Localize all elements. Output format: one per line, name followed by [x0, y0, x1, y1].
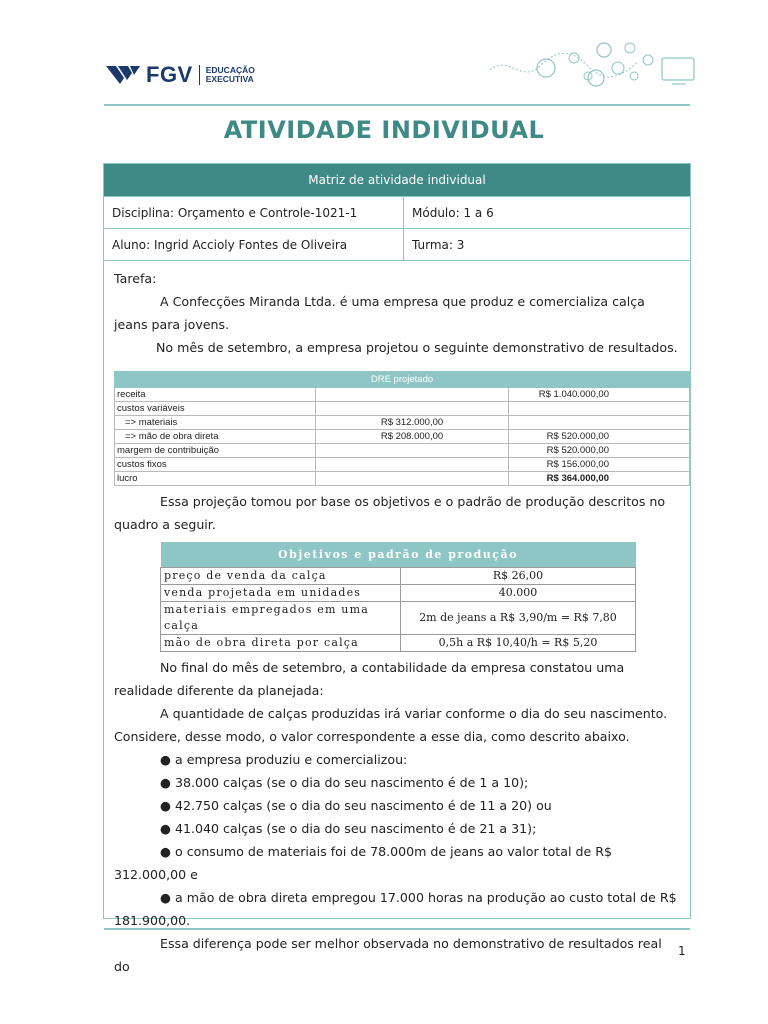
- aluno-cell: Aluno: Ingrid Accioly Fontes de Oliveira: [104, 229, 404, 260]
- table-row: [161, 602, 636, 635]
- objective-label: materiais empregados em uma calça: [161, 602, 401, 635]
- task-content: [104, 260, 690, 978]
- objective-value: R$ 26,00: [401, 568, 636, 585]
- header-divider: [104, 104, 690, 106]
- dre-label: custos fixos: [115, 458, 316, 472]
- page-title: ATIVIDADE INDIVIDUAL: [223, 116, 545, 144]
- dre-mid: R$ 208.000,00: [316, 430, 509, 444]
- dre-value: R$ 520.000,00: [509, 430, 690, 444]
- dre-mid: [316, 458, 509, 472]
- dre-value: R$ 1.040.000,00: [509, 388, 690, 402]
- logo-sub-line2: EXECUTIVA: [205, 74, 254, 84]
- paragraph-reality: No final do mês de setembro, a contabilidade da empresa constatou uma realidade diferente da planejada:: [114, 660, 625, 698]
- list-item: ● a empresa produziu e comercializou:: [160, 752, 408, 767]
- dre-label: lucro: [115, 472, 316, 486]
- dre-mid: R$ 312.000,00: [316, 416, 509, 430]
- dre-value: R$ 364.000,00: [509, 472, 690, 486]
- table-row: [115, 416, 690, 430]
- objective-label: mão de obra direta por calça: [161, 635, 401, 652]
- dre-mid: [316, 472, 509, 486]
- objective-label: preço de venda da calça: [161, 568, 401, 585]
- table-row: [161, 568, 636, 585]
- table-row: [115, 444, 690, 458]
- dre-value: R$ 520.000,00: [509, 444, 690, 458]
- matrix-header: Matriz de atividade individual: [104, 164, 690, 196]
- dre-label: receita: [115, 388, 316, 402]
- dre-value: [509, 402, 690, 416]
- paragraph-basis: Essa projeção tomou por base os objetivos e o padrão de produção descritos no quadro a seguir.: [114, 494, 666, 532]
- matrix-row-disciplina: [104, 196, 690, 228]
- fgv-mark-icon: [106, 64, 142, 86]
- logo-subtitle: [206, 66, 255, 84]
- dre-value: R$ 156.000,00: [509, 458, 690, 472]
- dre-title: DRE projetado: [115, 372, 690, 388]
- dre-mid: [316, 388, 509, 402]
- turma-cell: Turma: 3: [412, 237, 465, 252]
- dre-mid: [316, 402, 509, 416]
- objective-value: 0,5h a R$ 10,40/h = R$ 5,20: [401, 635, 636, 652]
- technology-decoration-icon: [488, 36, 698, 92]
- logo-separator: [199, 65, 200, 85]
- list-item: ● 38.000 calças (se o dia do seu nascimento é de 1 a 10);: [160, 775, 529, 790]
- dre-table: [114, 371, 690, 486]
- dre-label: margem de contribuição: [115, 444, 316, 458]
- table-row: [115, 472, 690, 486]
- modulo-cell: Módulo: 1 a 6: [412, 205, 494, 220]
- objective-value: 2m de jeans a R$ 3,90/m = R$ 7,80: [401, 602, 636, 635]
- page-number: 1: [678, 944, 686, 958]
- dre-label: => materiais: [115, 416, 316, 430]
- objectives-table: [160, 542, 636, 652]
- disciplina-cell: Disciplina: Orçamento e Controle-1021-1: [104, 197, 404, 228]
- page-header: [0, 0, 768, 100]
- table-row: [115, 430, 690, 444]
- dre-mid: [316, 444, 509, 458]
- list-item: ● 42.750 calças (se o dia do seu nascimento é de 11 a 20) ou: [160, 798, 552, 813]
- table-row: [115, 402, 690, 416]
- paragraph-quantity: A quantidade de calças produzidas irá variar conforme o dia do seu nascimento. Considere, desse modo, o valor correspondente a esse dia, como descrito abaixo.: [114, 706, 668, 744]
- footer-divider: [104, 928, 690, 930]
- table-row: [115, 458, 690, 472]
- logo-text: FGV: [146, 62, 193, 87]
- objectives-title: Objetivos e padrão de produção: [161, 542, 636, 568]
- table-row: [161, 635, 636, 652]
- dre-label: => mão de obra direta: [115, 430, 316, 444]
- objective-value: 40.000: [401, 585, 636, 602]
- dre-value: [509, 416, 690, 430]
- paragraph-difference: Essa diferença pode ser melhor observada no demonstrativo de resultados real do: [114, 936, 662, 974]
- dre-label: custos variáveis: [115, 402, 316, 416]
- objective-label: venda projetada em unidades: [161, 585, 401, 602]
- paragraph-projection: No mês de setembro, a empresa projetou o seguinte demonstrativo de resultados.: [156, 340, 678, 355]
- list-item: ● 41.040 calças (se o dia do seu nascimento é de 21 a 31);: [160, 821, 537, 836]
- list-item: ● a mão de obra direta empregou 17.000 horas na produção ao custo total de R$ 181.900,00.: [114, 890, 677, 928]
- list-item: ● o consumo de materiais foi de 78.000m de jeans ao valor total de R$ 312.000,00 e: [114, 844, 612, 882]
- fgv-logo: [106, 62, 255, 88]
- paragraph-intro: A Confecções Miranda Ltda. é uma empresa que produz e comercializa calça jeans para jovens.: [114, 294, 645, 332]
- logo-sub-line1: EDUCAÇÃO: [205, 65, 255, 75]
- table-row: [115, 388, 690, 402]
- task-label: Tarefa:: [114, 271, 157, 286]
- table-row: [161, 585, 636, 602]
- activity-frame: [103, 163, 691, 974]
- matrix-row-aluno: [104, 228, 690, 260]
